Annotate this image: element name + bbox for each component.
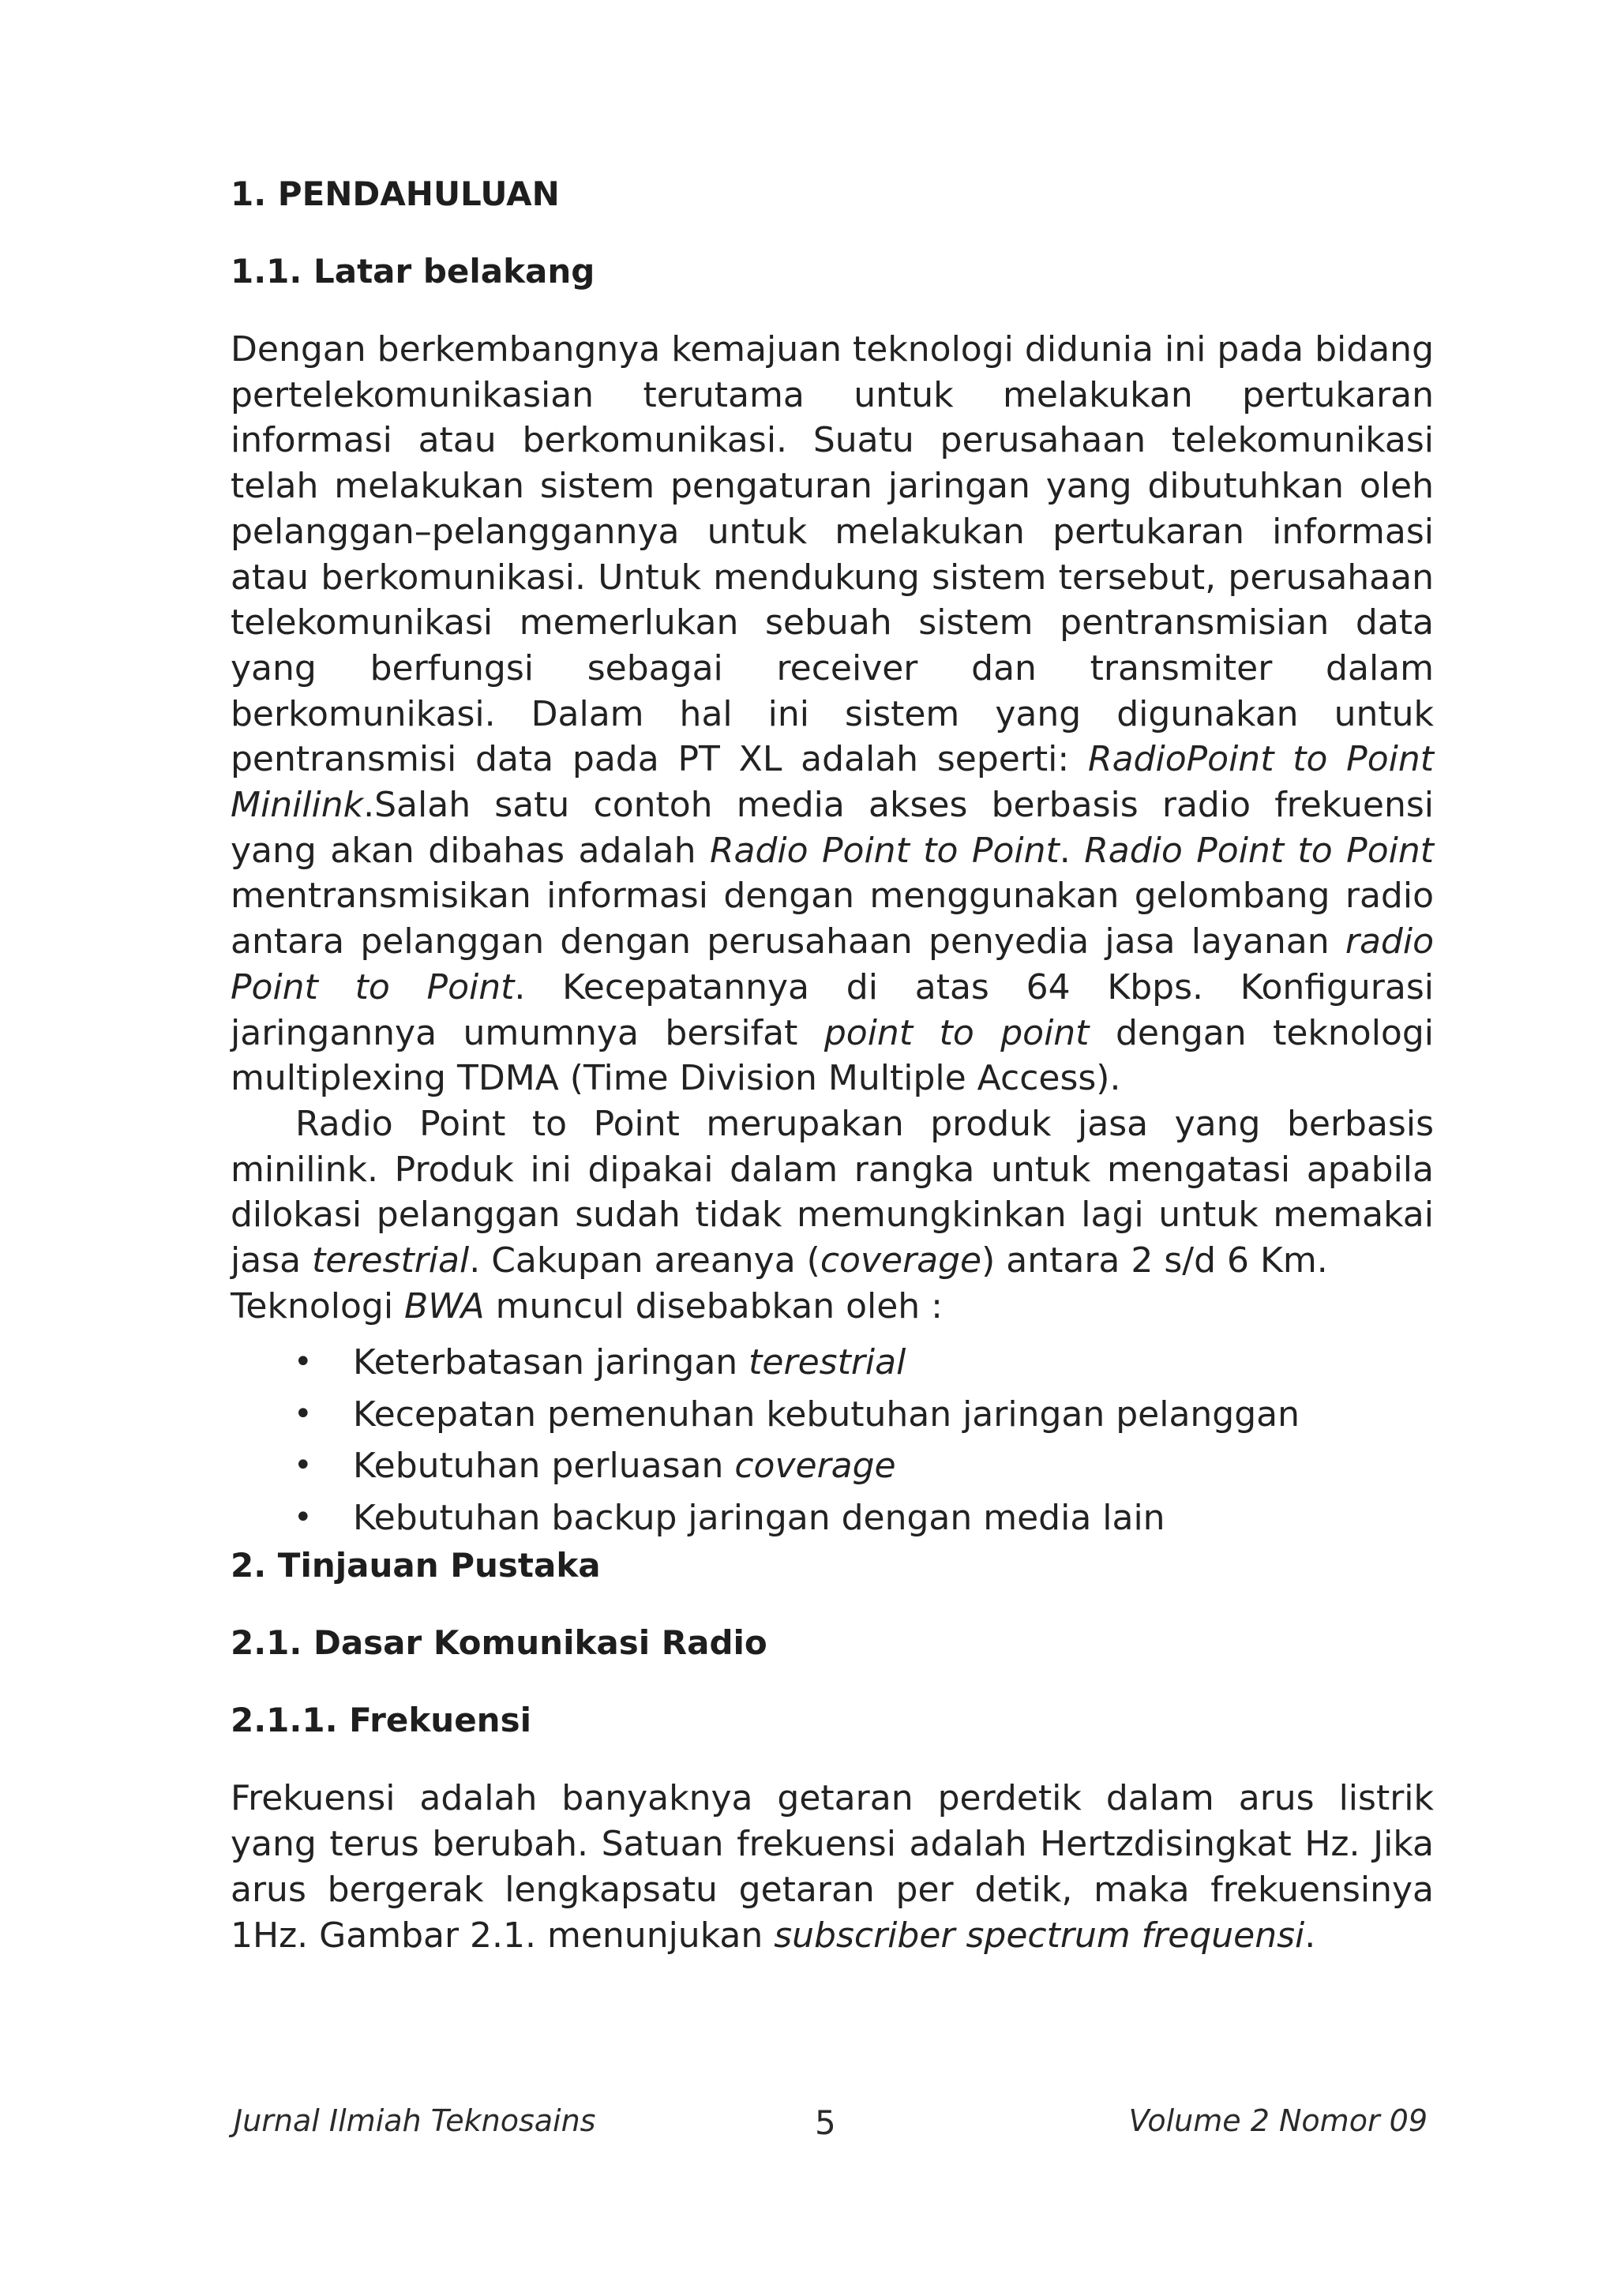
section-heading-pendahuluan: 1. PENDAHULUAN <box>231 174 560 213</box>
list-item-text: Kebutuhan backup jaringan dengan media lain <box>353 1497 1165 1538</box>
italic-term: Radio Point to Point <box>1084 830 1434 871</box>
italic-term: coverage <box>820 1240 982 1281</box>
paragraph-latar-belakang-1 <box>231 327 1434 1101</box>
text-run: . Kecepatannya di atas 64 Kbps. Konfigurasi jaringannya umumnya bersifat <box>231 966 1434 1053</box>
section-heading-tinjauan-pustaka: 2. Tinjauan Pustaka <box>231 1546 601 1585</box>
volume-number: Volume 2 Nomor 09 <box>1128 2103 1428 2138</box>
text-run: . <box>1059 830 1085 871</box>
list-item-text: Kebutuhan perluasan <box>353 1446 735 1487</box>
bullet-icon: • <box>294 1395 313 1432</box>
italic-term: subscriber spectrum frequensi <box>774 1915 1305 1956</box>
text-run: .Salah satu contoh media akses berbasis radio frekuensi yang akan dibahas adalah <box>231 785 1434 871</box>
article-page <box>231 172 1434 1958</box>
list-item <box>231 1440 1434 1492</box>
text-run: . <box>1304 1915 1316 1956</box>
italic-term: terestrial <box>312 1240 470 1281</box>
page-number: 5 <box>815 2103 836 2142</box>
list-item-text: Kecepatan pemenuhan kebutuhan jaringan pelanggan <box>353 1394 1300 1435</box>
italic-term: coverage <box>734 1446 896 1487</box>
list-item <box>231 1337 1434 1389</box>
text-run: mentransmisikan informasi dengan menggunakan gelombang radio antara pelanggan dengan perusahaan penyedia jasa layanan <box>231 876 1434 962</box>
text-run: dengan teknologi multiplexing TDMA (Time Division Multiple Access). <box>231 1012 1435 1099</box>
list-item <box>231 1492 1434 1544</box>
subsection-heading-latar-belakang: 1.1. Latar belakang <box>231 252 595 291</box>
text-run: Dengan berkembangnya kemajuan teknologi didunia ini pada bidang pertelekomunikasian terutama untuk melakukan pertukaran informasi atau berkomunikasi. Suatu perusahaan telekomunikasi telah melakukan sistem pengaturan jaringan yang dibutuhkan oleh pelanggan–pelanggannya untuk melakukan pertukaran informasi atau berkomunikasi. Untuk mendukung sistem tersebut, perusahaan telekomunikasi memerlukan sebuah sistem pentransmisian data yang berfungsi sebagai receiver dan transmiter dalam berkomunikasi. Dalam hal ini sistem yang digunakan untuk pentransmisi data pada PT XL adalah seperti: <box>231 329 1434 780</box>
italic-term: Radio Point to Point <box>709 830 1060 871</box>
paragraph-bwa-intro <box>231 1284 1434 1330</box>
text-run: Teknologi <box>231 1285 405 1326</box>
list-item <box>231 1389 1434 1441</box>
italic-term: BWA <box>404 1285 485 1326</box>
bullet-icon: • <box>294 1499 313 1536</box>
text-run: . Cakupan areanya ( <box>469 1240 820 1281</box>
italic-term: radio Point to Point <box>231 921 1434 1007</box>
list-item-text: Keterbatasan jaringan <box>353 1342 749 1383</box>
text-run: ) antara 2 s/d 6 Km. <box>981 1240 1328 1281</box>
subsection-heading-dasar-komunikasi-radio: 2.1. Dasar Komunikasi Radio <box>231 1623 767 1663</box>
bullet-icon: • <box>294 1344 313 1381</box>
text-run: Frekuensi adalah banyaknya getaran perdetik dalam arus listrik yang terus berubah. Satuan frekuensi adalah Hertzdisingkat Hz. Jika arus bergerak lengkapsatu getaran per detik, maka frekuensinya 1Hz. Gambar 2.1. menunjukan <box>231 1778 1434 1956</box>
page-footer <box>231 2103 1434 2151</box>
text-run: muncul disebabkan oleh : <box>484 1285 943 1326</box>
paragraph-latar-belakang-2 <box>231 1101 1434 1284</box>
bwa-reasons-list <box>231 1337 1434 1544</box>
italic-term: terestrial <box>748 1342 906 1383</box>
italic-term: RadioPoint to Point Minilink <box>231 739 1434 826</box>
italic-term: point to point <box>824 1012 1090 1053</box>
subsubsection-heading-frekuensi: 2.1.1. Frekuensi <box>231 1701 531 1740</box>
paragraph-frekuensi <box>231 1776 1434 1958</box>
text-run: Radio Point to Point merupakan produk jasa yang berbasis minilink. Produk ini dipakai dalam rangka untuk mengatasi apabila dilokasi pelanggan sudah tidak memungkinkan lagi untuk memakai jasa <box>231 1103 1434 1281</box>
bullet-icon: • <box>294 1447 313 1484</box>
journal-name: Jurnal Ilmiah Teknosains <box>234 2103 596 2138</box>
